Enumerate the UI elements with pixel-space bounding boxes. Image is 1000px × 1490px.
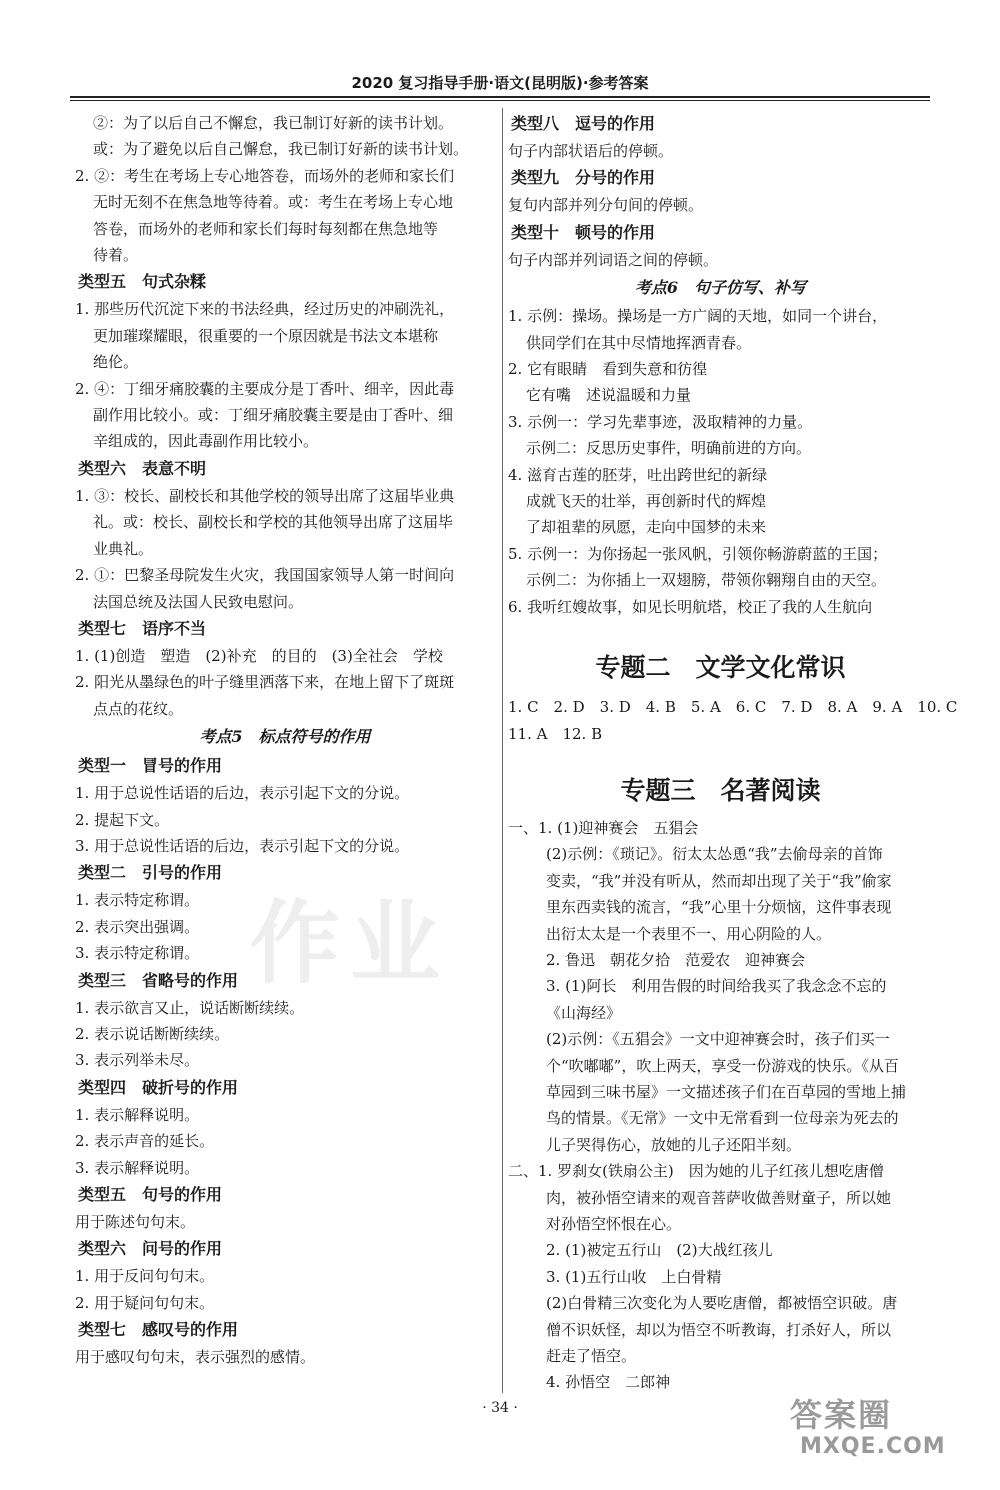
answer-line: 2. (1)被定五行山 (2)大战红孩儿 [546,1241,773,1260]
page-header: 2020 复习指导手册·语文(昆明版)·参考答案 [351,74,649,92]
answer-line: 3. 示例一：学习先辈事迹，汲取精神的力量。 [508,412,813,431]
answer-line: (2)白骨精三次变化为人要吃唐僧，都被悟空识破。唐 [546,1294,898,1313]
section-heading: 类型七 语序不当 [78,618,207,638]
answer-line: 1. 示例：操场。操场是一方广阔的天地，如同一个讲台， [508,307,888,326]
answer-line: 用于陈述句句末。 [75,1213,196,1231]
answer-line: 4. 孙悟空 二郎神 [546,1373,671,1392]
answer-line: 答卷，而场外的老师和家长们每时每刻都在焦急地等 [93,219,439,238]
answer-line: 法国总统及法国人民致电慰问。 [93,592,304,611]
answer-line: 业典礼。 [93,539,154,558]
answer-line: 3. (1)阿长 利用告假的时间给我买了我念念不忘的 [546,977,887,996]
answer-line: 3. 用于总说性话语的后边，表示引起下文的分说。 [75,836,410,855]
answer-line: 示例二：为你插上一双翅膀，带领你翱翔自由的天空。 [526,571,887,590]
answer-line: 儿子哭得伤心，放她的儿子还阳半刻。 [546,1135,802,1154]
answer-line: 2. 阳光从墨绿色的叶子缝里洒落下来，在地上留下了斑斑 [75,673,455,692]
left-column [75,110,495,1371]
section-heading: 类型四 破折号的作用 [78,1077,239,1097]
answer-line: 用于感叹句句末，表示强烈的感情。 [75,1348,316,1367]
page-number: · 34 · [482,1400,518,1416]
answer-line: 2. 表示突出强调。 [75,917,200,936]
answer-line: 2. 它有眼睛 看到失意和彷徨 [508,360,708,379]
answer-line: 示例二：反思历史事件，明确前进的方向。 [526,439,812,458]
answer-line: 2. ①：巴黎圣母院发生火灾，我国国家领导人第一时间向 [75,566,455,585]
column-divider [502,108,503,1393]
answer-line: 无时无刻不在焦急地等待着。或：考生在考场上专心地 [93,193,454,212]
background-watermark: 作业 [250,891,450,996]
answer-line: 1. C 2. D 3. D 4. B 5. A 6. C 7. D 8. A 9. A 10. C [508,698,958,717]
answer-line: 2. 表示声音的延长。 [75,1132,215,1151]
answer-line: 6. 我听红嫂故事，如见长明航塔，校正了我的人生航向 [508,597,873,616]
site-stamp [770,1390,970,1460]
section-heading: 类型九 分号的作用 [511,168,656,188]
answer-line: 1. 表示解释说明。 [75,1105,200,1124]
spacer [508,747,933,771]
answer-line: 供同学们在其中尽情地挥洒青春。 [526,333,752,352]
answer-line: 3. 表示列举未尽。 [75,1051,200,1070]
header-rule [70,96,930,98]
answer-line: 句子内部状语后的停顿。 [508,142,674,160]
answer-line: 一、1. (1)迎神赛会 五猖会 [508,818,699,837]
answer-line: 2. 提起下文。 [75,810,170,829]
answer-line: 对孙悟空怀恨在心。 [546,1215,682,1233]
answer-line: 2. 鲁迅 朝花夕拾 范爱农 迎神赛会 [546,950,806,969]
answer-line: 2. 用于疑问句句末。 [75,1293,215,1312]
answer-line: 个“吹嘟嘟”，吹上两天，享受一份游戏的快乐。《从百 [546,1056,899,1075]
answer-line: 里东西卖钱的流言，“我”心里十分烦恼，这件事表现 [546,898,892,917]
answer-line: 辛组成的，因此毒副作用比较小。 [93,432,319,451]
answer-line: 1. ③：校长、副校长和其他学校的领导出席了这届毕业典 [75,486,455,505]
answer-line: 出衍太太是一个表里不一、用心阴险的人。 [546,924,832,943]
answer-line: 礼。或：校长、副校长和学校的其他领导出席了这届毕 [93,513,454,532]
answer-line: 绝伦。 [93,353,139,372]
answer-line: 或：为了避免以后自己懈怠，我已制订好新的读书计划。 [93,140,469,159]
chapter-title: 专题二 文学文化常识 [595,653,846,683]
answer-line: 僧不识妖怪，却以为悟空不听教诲，打杀好人，所以 [546,1320,892,1339]
answer-line: 鸟的情景。《无常》一文中无常看到一位母亲为死去的 [546,1109,899,1128]
stamp-url: MXQE.COM [800,1434,946,1459]
answer-line: ②：为了以后自己不懈怠，我已制订好新的读书计划。 [93,114,454,132]
answer-line: 1. 那些历代沉淀下来的书法经典，经过历史的冲刷洗礼， [75,300,455,319]
answer-line: 11. A 12. B [508,724,603,743]
topic-heading: 考点5 标点符号的作用 [199,727,371,747]
answer-line: 1. 用于总说性话语的后边，表示引起下文的分说。 [75,784,410,803]
answer-line: 赶走了悟空。 [546,1347,637,1366]
answer-line: 复句内部并列分句间的停顿。 [508,196,704,215]
spacer [508,620,933,648]
section-heading: 类型五 句号的作用 [78,1185,223,1204]
chapter-title: 专题三 名著阅读 [620,775,821,805]
section-heading: 类型八 逗号的作用 [511,114,656,133]
answer-line: (2)示例：《五猖会》一文中迎神赛会时，孩子们买一 [546,1030,890,1049]
answer-line: 2. ②：考生在考场上专心地答卷，而场外的老师和家长们 [75,166,455,185]
section-heading: 类型十 顿号的作用 [511,222,656,242]
section-heading: 类型五 句式杂糅 [78,272,207,292]
topic-heading: 考点6 句子仿写、补写 [634,278,807,298]
section-heading: 类型六 表意不明 [78,458,207,478]
answer-line: 1. 表示欲言又止，说话断断续续。 [75,998,305,1017]
answer-line: 1. 用于反问句句末。 [75,1267,215,1286]
answer-line: 4. 滋育古莲的胚芽，吐出跨世纪的新绿 [508,465,768,484]
section-heading: 类型七 感叹号的作用 [78,1320,239,1340]
answer-line: 2. 表示说话断断续续。 [75,1024,230,1043]
answer-line: (2)示例：《琐记》。衍太太怂恿“我”去偷母亲的首饰 [546,845,883,864]
right-column [508,110,958,1396]
answer-line: 1. 表示特定称谓。 [75,891,200,910]
answer-line: 它有嘴 述说温暖和力量 [526,386,692,405]
section-heading: 类型二 引号的作用 [78,863,223,883]
answer-line: 成就飞天的壮举，再创新时代的辉煌 [526,492,767,511]
header-rule-thin [70,100,930,101]
answer-line: 句子内部并列词语之间的停顿。 [508,250,719,269]
answer-line: 3. (1)五行山收 上白骨精 [546,1267,722,1286]
answer-line: 待着。 [93,246,139,265]
stamp-title: 答案圈 [790,1396,893,1434]
answer-line: 二、1. 罗刹女(铁扇公主) 因为她的儿子红孩儿想吃唐僧 [508,1162,884,1181]
answer-line: 《山海经》 [546,1003,622,1022]
answer-line: 副作用比较小。或：丁细牙痛胶囊主要是由丁香叶、细 [93,406,454,425]
answer-line: 了却祖辈的夙愿，走向中国梦的未来 [526,518,767,537]
answer-line: 变卖，“我”并没有听从，然而却出现了关于“我”偷家 [546,871,892,890]
answer-line: 2. ④：丁细牙痛胶囊的主要成分是丁香叶、细辛，因此毒 [75,379,455,398]
answer-line: 3. 表示解释说明。 [75,1158,200,1177]
answer-line: 草园到三味书屋》一文描述孩子们在百草园的雪地上捕 [546,1082,907,1101]
section-heading: 类型三 省略号的作用 [78,970,239,990]
answer-line: 更加璀璨耀眼，很重要的一个原因就是书法文本堪称 [93,326,439,345]
section-heading: 类型一 冒号的作用 [78,756,223,776]
answer-line: 3. 表示特定称谓。 [75,944,200,963]
answer-line: 1. (1)创造 塑造 (2)补充 的目的 (3)全社会 学校 [75,646,443,665]
answer-line: 5. 示例一：为你扬起一张风帆，引领你畅游蔚蓝的王国； [508,544,888,563]
answer-line: 点点的花纹。 [93,699,184,718]
section-heading: 类型六 问号的作用 [78,1239,223,1259]
answer-line: 肉，被孙悟空请来的观音菩萨收做善财童子，所以她 [546,1188,892,1207]
